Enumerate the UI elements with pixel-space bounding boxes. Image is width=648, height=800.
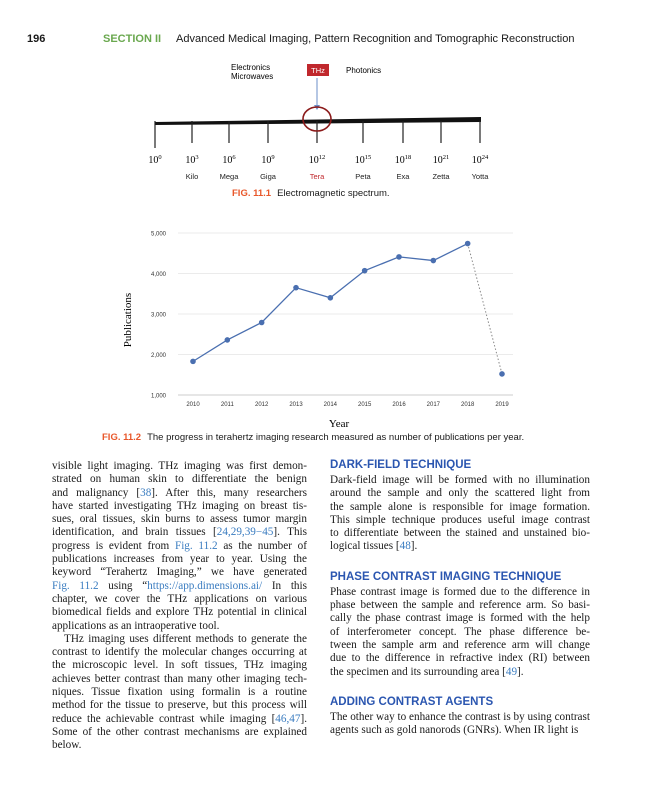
text-line	[330, 540, 590, 553]
figure-2-caption-label: FIG. 11.2	[102, 432, 142, 443]
reference-link[interactable]: 24,29,39−45	[216, 526, 274, 539]
tick-label: $10^{12}$	[308, 154, 326, 166]
text: sues, oral tissues, skin burns to assess tumor margin	[52, 513, 307, 526]
text-line	[330, 487, 590, 500]
text-line	[52, 686, 307, 699]
text: visible light imaging. THz imaging was first demon-	[52, 460, 307, 472]
data-point-2018	[465, 241, 471, 247]
text: In this	[262, 579, 307, 592]
x-axis-label: Year	[328, 418, 350, 430]
text: Dark-field image will be formed with no illumination	[330, 474, 590, 486]
prefix-label-zetta: Zetta	[432, 172, 450, 181]
series-line	[193, 244, 468, 362]
text: Phase contrast image is formed due to the difference in	[330, 585, 590, 598]
text: strated on human skin to differentiate the benign	[52, 473, 307, 486]
text: and malignancy [	[52, 486, 141, 499]
page-number: 196	[27, 33, 46, 45]
text: ].	[410, 540, 418, 553]
text: niques. Tissue fixation using formalin is a routine	[52, 686, 307, 699]
text: below.	[52, 739, 82, 752]
text-line	[330, 514, 590, 527]
text: publications increases from year to year. Using the	[52, 553, 307, 566]
section-heading: PHASE CONTRAST IMAGING TECHNIQUE	[330, 570, 562, 583]
x-tick-label: 2013	[289, 402, 303, 408]
text: the specimen and its surrounding area [	[330, 665, 506, 678]
x-tick-label: 2019	[495, 402, 509, 408]
text: around the sample and only the scattered light from	[330, 487, 590, 500]
section-heading: DARK-FIELD TECHNIQUE	[330, 459, 472, 471]
reference-link[interactable]: 46,47	[275, 712, 301, 725]
text: achieves better contrast than many other imaging tech-	[52, 672, 307, 685]
text-line	[330, 599, 590, 612]
text: of interferometer concept. The phase difference be-	[330, 625, 590, 638]
text-line	[52, 473, 307, 486]
data-point-2013	[293, 285, 299, 291]
data-point-2019	[499, 371, 505, 377]
text: due to the difference in refractive index (RI) between	[330, 652, 590, 665]
text: applications as an intraoperative tool.	[52, 619, 220, 632]
text-line	[52, 526, 307, 539]
text: The other way to enhance the contrast is by using contrast	[330, 710, 590, 723]
text-line	[52, 606, 307, 619]
tick-label: $10^{15}$	[354, 154, 372, 166]
text-line	[52, 673, 307, 686]
text: have started investigating THz imaging on breast tis-	[52, 499, 307, 512]
figure-2-caption	[102, 432, 524, 443]
reference-link[interactable]: Fig. 11.2	[174, 539, 218, 552]
text-line	[52, 633, 307, 646]
tick-label: $10^{24}$	[471, 154, 489, 166]
prefix-label-giga: Giga	[260, 172, 276, 181]
reference-link[interactable]: 38	[140, 486, 152, 499]
text: phase between the sample and reference arm. So basi-	[330, 599, 590, 612]
text-line	[52, 553, 307, 566]
text: cally the phase contrast image is formed with the help	[330, 612, 590, 625]
photonics-label: Photonics	[346, 66, 382, 75]
text-line	[52, 659, 307, 672]
running-title: Advanced Medical Imaging, Pattern Recognition and Tomographic Reconstruction	[176, 33, 575, 45]
x-tick-label: 2014	[323, 402, 338, 408]
figure-1-caption-label: FIG. 11.1	[232, 188, 272, 199]
text-line	[52, 566, 307, 579]
text-line	[52, 620, 307, 633]
tick-label: $10^6$	[222, 154, 236, 166]
y-tick-label: 5,000	[150, 231, 166, 238]
reference-link[interactable]: Fig. 11.2	[52, 579, 99, 592]
text-line	[52, 540, 307, 553]
prefix-label-tera: Tera	[309, 172, 325, 181]
prefix-label-peta: Peta	[355, 172, 371, 181]
x-tick-label: 2010	[186, 402, 200, 408]
text-line	[330, 639, 590, 652]
x-tick-label: 2015	[357, 402, 372, 408]
text: ].	[300, 712, 307, 725]
text-line	[330, 711, 590, 724]
data-point-2012	[259, 320, 265, 326]
data-point-2017	[431, 258, 437, 264]
text-line	[330, 501, 590, 514]
reference-link[interactable]: https://app.dimensions.ai/	[147, 579, 263, 592]
y-tick-label: 4,000	[150, 272, 166, 278]
thz-label: THz	[311, 66, 325, 75]
text-line	[52, 726, 307, 739]
text: ].	[517, 665, 524, 678]
figure-1-caption	[232, 188, 390, 199]
text-line	[330, 474, 590, 487]
text: contrast to identify the molecular changes occurring at	[52, 646, 307, 659]
text: method for the tissue to preserve, but this process will	[52, 699, 307, 712]
y-tick-label: 1,000	[150, 393, 166, 400]
text-line	[52, 580, 307, 593]
text-line	[52, 487, 307, 500]
text-line	[52, 500, 307, 513]
tick-label: $10^3$	[185, 154, 199, 166]
x-tick-label: 2017	[426, 402, 441, 408]
text: reduce the achievable contrast while imaging [	[52, 712, 276, 725]
right-column	[330, 459, 590, 737]
tick-label: $10^0$	[148, 154, 162, 166]
data-point-2015	[362, 268, 368, 274]
paragraph	[52, 633, 307, 753]
figure-1-caption-text: Electromagnetic spectrum.	[277, 188, 390, 199]
text-line	[330, 666, 590, 679]
publications-line-chart	[0, 220, 648, 432]
section	[330, 459, 590, 554]
x-tick-label: 2011	[220, 402, 234, 408]
section	[330, 571, 590, 679]
section-label: SECTION II	[103, 33, 162, 45]
y-tick-label: 3,000	[150, 312, 166, 319]
reference-link[interactable]: 48	[399, 540, 411, 553]
text: identification, and brain tissues [	[52, 526, 217, 539]
text-line	[52, 460, 307, 473]
text-line	[52, 739, 307, 752]
prefix-label-kilo: Kilo	[185, 172, 199, 181]
text: as the number of	[217, 539, 307, 552]
text-line	[330, 652, 590, 665]
spectrum-axis	[155, 117, 481, 125]
paragraph	[52, 460, 307, 633]
text-line	[330, 586, 590, 599]
text-line	[52, 699, 307, 712]
y-axis-label: Publications	[122, 292, 134, 348]
data-point-2011	[225, 337, 231, 343]
text: This simple technique produces useful image contrast	[330, 513, 590, 526]
text: Some of the other contrast mechanisms are explained	[52, 725, 307, 738]
data-point-2016	[396, 254, 402, 260]
text: using “	[98, 579, 148, 592]
tick-label: $10^9$	[261, 154, 275, 166]
electromagnetic-spectrum-figure	[0, 55, 648, 190]
text: the microscopic level. In soft tissues, THz imaging	[52, 659, 307, 672]
text: chapter, we cover the THz applications on various	[52, 592, 307, 605]
data-point-2014	[328, 295, 334, 301]
text: logical tissues [	[330, 540, 400, 553]
prefix-label-mega: Mega	[219, 172, 239, 181]
microwaves-label: Microwaves	[231, 72, 274, 81]
section-heading: ADDING CONTRAST AGENTS	[330, 695, 494, 708]
data-point-2010	[190, 359, 196, 365]
left-column	[52, 460, 307, 753]
text: tween the sample arm and reference arm will change	[330, 638, 590, 651]
text: THz imaging uses different methods to generate the	[64, 632, 307, 645]
y-tick-label: 2,000	[150, 353, 166, 359]
x-tick-label: 2012	[254, 402, 269, 408]
text-line	[330, 527, 590, 540]
text: the sample alone is responsible for image formation.	[330, 500, 590, 513]
section	[330, 696, 590, 738]
prefix-label-yotta: Yotta	[471, 172, 489, 181]
text-line	[52, 513, 307, 526]
text-line	[330, 626, 590, 639]
figure-2-caption-text: The progress in terahertz imaging research measured as number of publications per year.	[147, 432, 525, 443]
reference-link[interactable]: 49	[505, 665, 518, 678]
x-tick-label: 2016	[392, 402, 406, 408]
text: progress is evident from	[52, 539, 175, 552]
text-line	[52, 713, 307, 726]
text: biomedical fields and explore THz potential in clinical	[52, 606, 307, 619]
electronics-label: Electronics	[231, 63, 271, 72]
text: ]. This	[273, 526, 307, 539]
text: ]. After this, many researchers	[151, 486, 307, 499]
tick-label: $10^{21}$	[432, 154, 450, 166]
text-line	[52, 646, 307, 659]
tick-label: $10^{18}$	[394, 154, 412, 166]
text-line	[330, 612, 590, 625]
text-line	[330, 724, 590, 737]
prefix-label-exa: Exa	[396, 172, 410, 181]
text: agents such as gold nanorods (GNRs). When IR light is	[330, 724, 579, 737]
text: keyword “Terahertz Imaging,” we have generated	[52, 566, 307, 579]
text-line	[52, 593, 307, 606]
x-tick-label: 2018	[460, 402, 475, 408]
text: to differentiate between the stained and unstained bio-	[330, 527, 590, 540]
